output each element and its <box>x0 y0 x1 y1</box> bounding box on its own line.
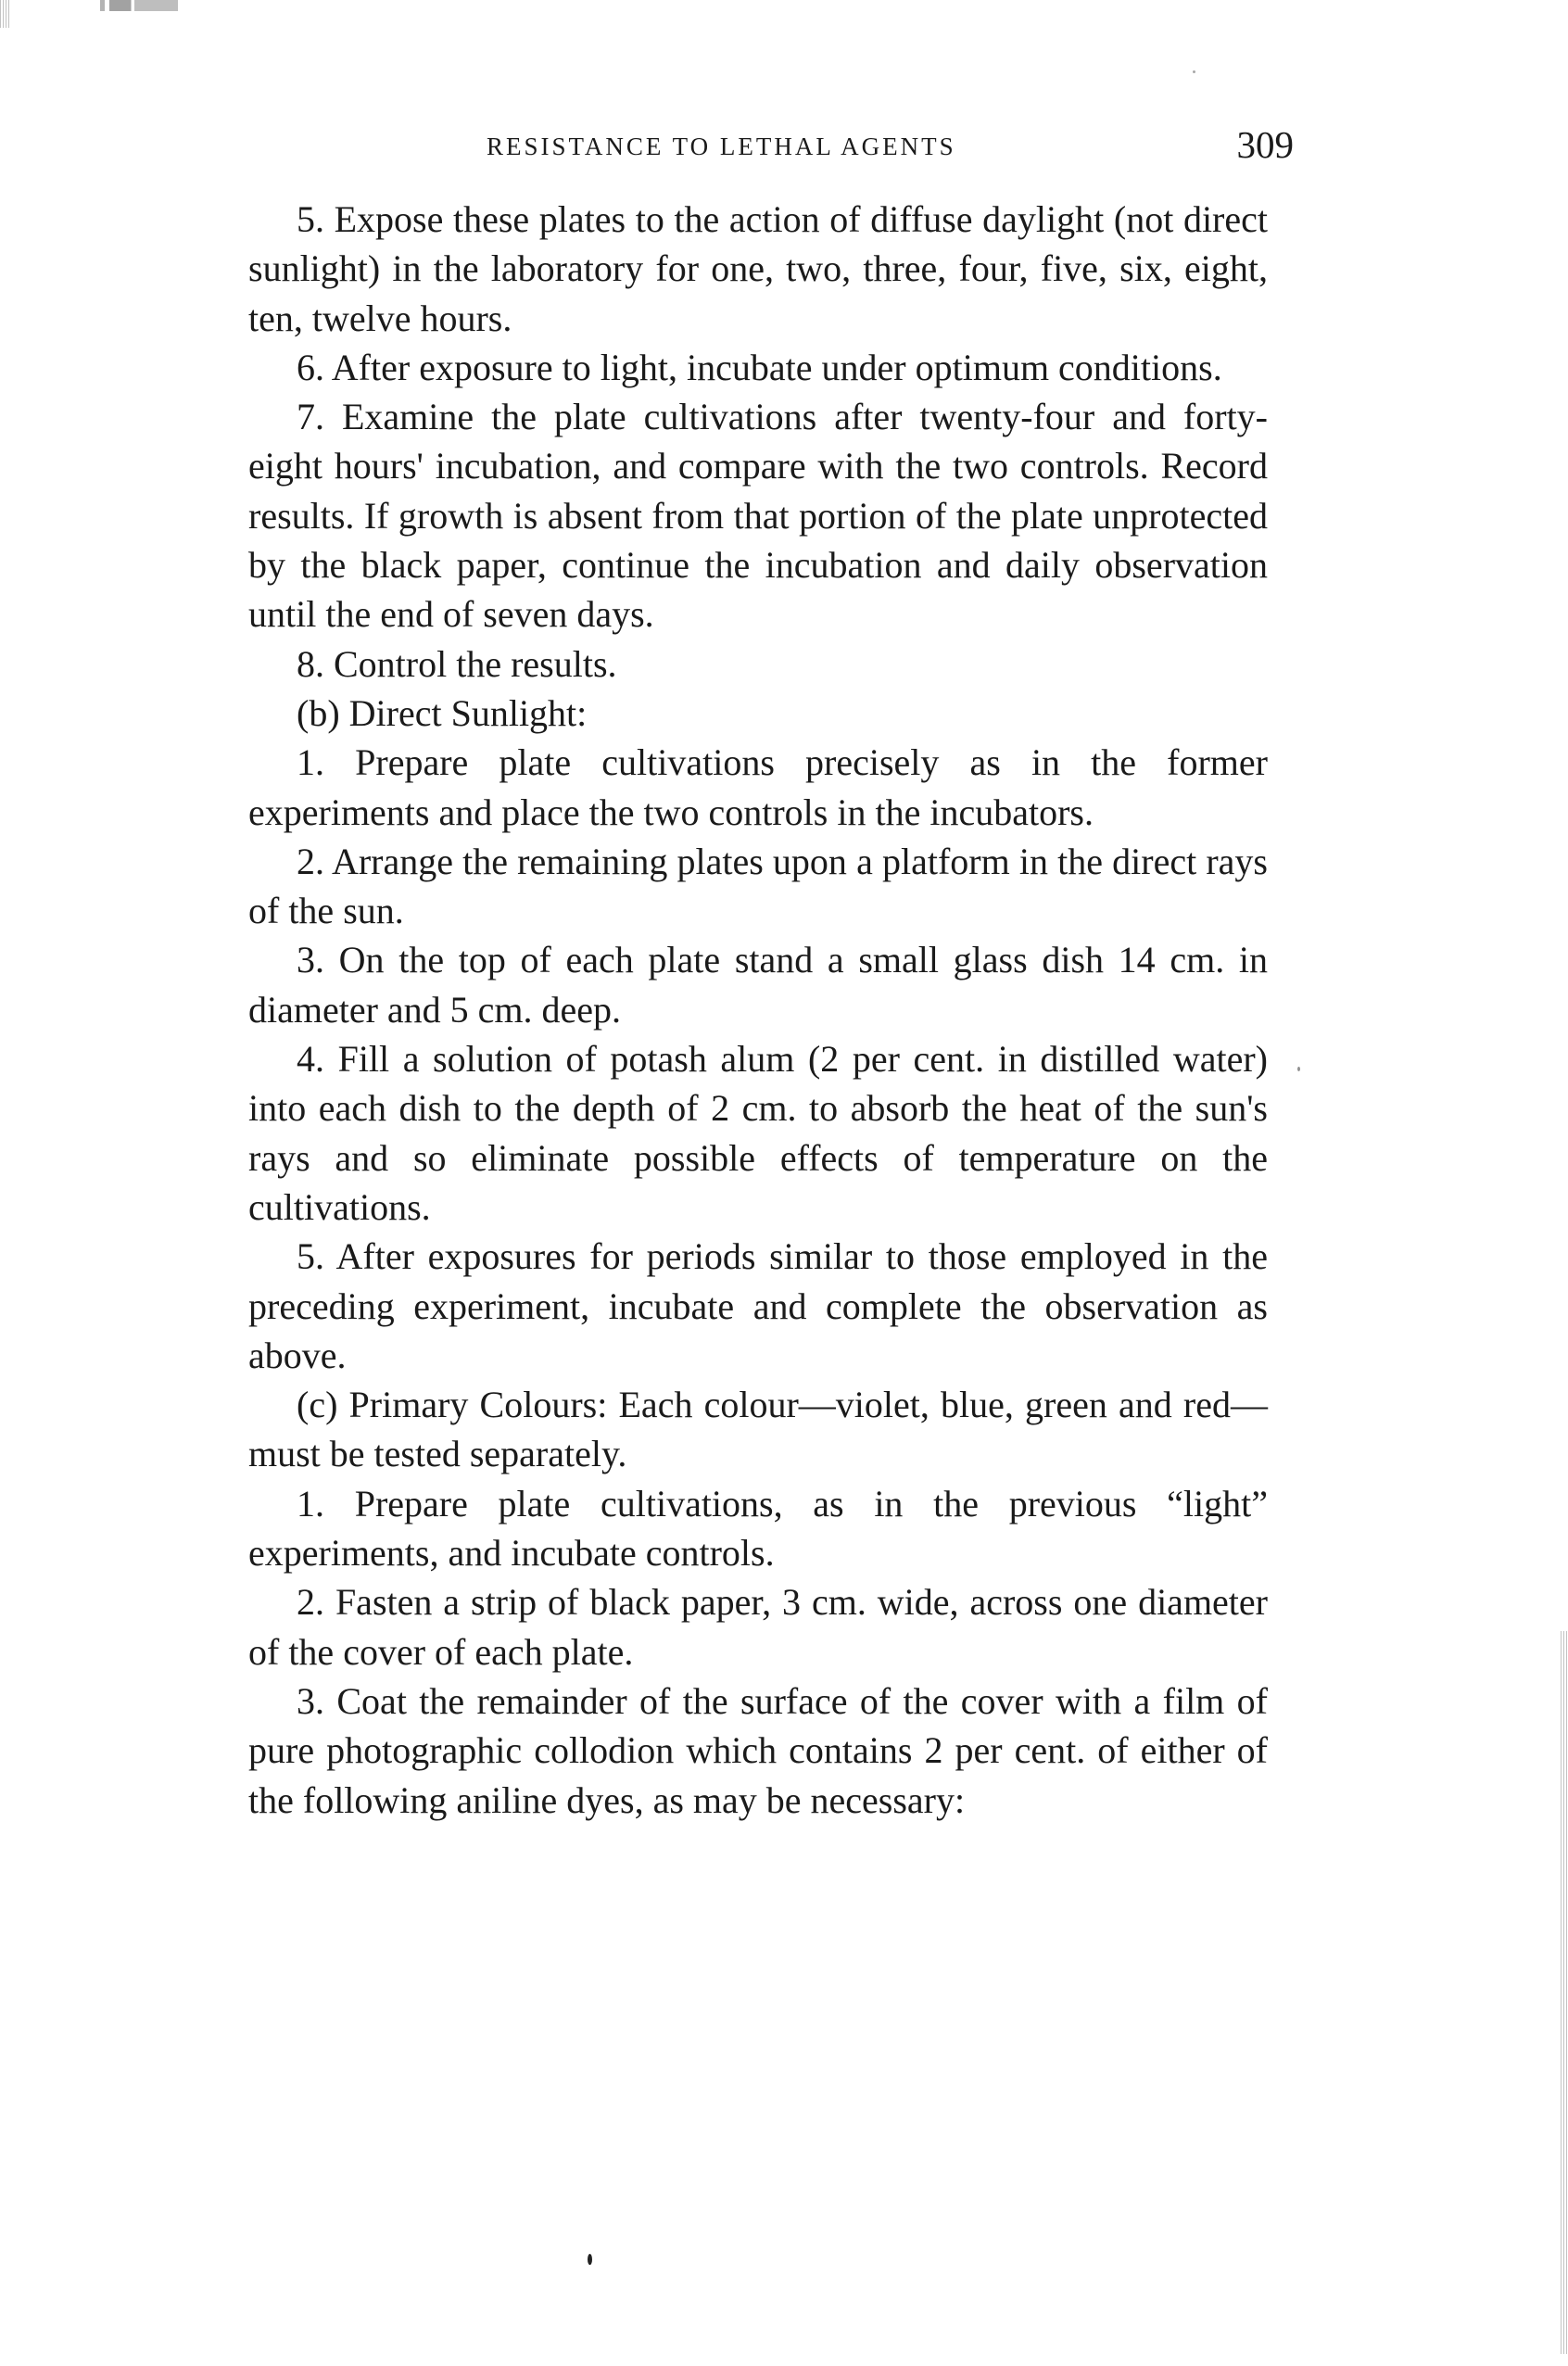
ink-speck <box>588 2254 592 2265</box>
page-number: 309 <box>1236 123 1294 166</box>
paragraph-sunlight-step-4: 4. Fill a solution of potash alum (2 per cent. in distilled water) into each dish to the depth of 2 cm. to absorb the heat of the sun's rays and so eliminate possible effects of temperature on the cultivations. <box>248 1038 1268 1228</box>
page-edge-shadow <box>1561 1631 1568 2354</box>
paragraph-sunlight-step-2: 2. Arrange the remaining plates upon a platform in the direct rays of the sun. <box>248 840 1268 932</box>
paragraph-step-5-diffuse-daylight: 5. Expose these plates to the action of diffuse daylight (not direct sunlight) in the laboratory for one, two, three, four, five, six, eight, ten, twelve hours. <box>248 198 1268 339</box>
paragraph-colours-step-2: 2. Fasten a strip of black paper, 3 cm. wide, across one diameter of the cover of each plate. <box>248 1581 1268 1673</box>
paragraph-sunlight-step-5: 5. After exposures for periods similar to those employed in the preceding experiment, incubate and complete the observation as above. <box>248 1235 1268 1376</box>
scan-artifact-corner <box>0 0 9 28</box>
paragraph-step-6-incubate: 6. After exposure to light, incubate under optimum conditions. <box>297 346 1222 388</box>
paragraph-colours-step-3: 3. Coat the remainder of the surface of the cover with a film of pure photographic collodion which contains 2 per cent. of either of the following aniline dyes, as may be necessary: <box>248 1679 1268 1821</box>
paragraph-sunlight-step-1: 1. Prepare plate cultivations precisely as in the former experiments and place the two controls in the incubators. <box>248 741 1268 833</box>
ink-speck <box>1193 70 1195 73</box>
body-text <box>248 195 1268 1825</box>
paragraph-sunlight-step-3: 3. On the top of each plate stand a small glass dish 14 cm. in diameter and 5 cm. deep. <box>248 939 1268 1031</box>
paragraph-colours-step-1: 1. Prepare plate cultivations, as in the previous “light” experiments, and incubate controls. <box>248 1482 1268 1575</box>
running-head: RESISTANCE TO LETHAL AGENTS <box>487 133 956 160</box>
page-header <box>250 123 1309 180</box>
ink-speck <box>1297 1067 1300 1071</box>
section-heading-primary-colours: (c) Primary Colours: Each colour—violet, blue, green and red—must be tested separately. <box>248 1384 1268 1475</box>
paragraph-step-7-examine: 7. Examine the plate cultivations after twenty-four and forty-eight hours' incubation, and compare with the two controls. Record results. If growth is absent from that portion of the plate unprotected by the black paper, continue the incubation and daily observation until the end of seven days. <box>248 396 1268 636</box>
scan-artifact-top <box>100 0 178 11</box>
paragraph-step-8-control: 8. Control the results. <box>297 642 617 685</box>
section-heading-direct-sunlight: (b) Direct Sunlight: <box>297 691 588 734</box>
